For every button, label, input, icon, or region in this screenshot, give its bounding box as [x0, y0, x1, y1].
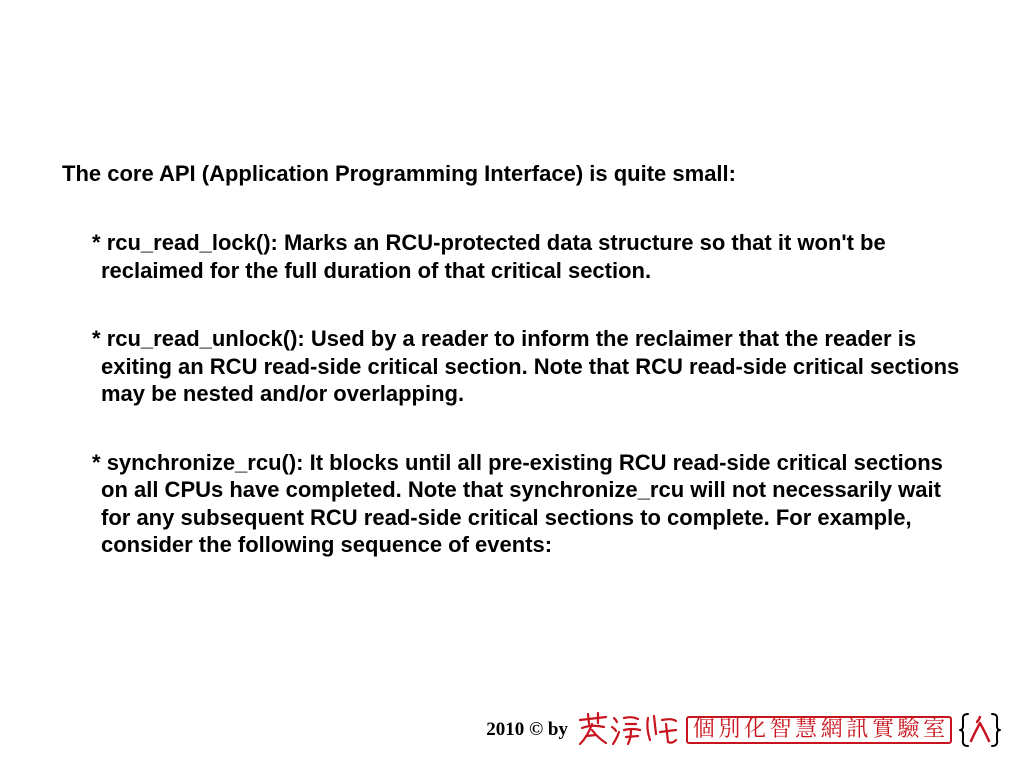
bullet-item [92, 325, 972, 408]
bullet-item [92, 449, 972, 559]
footer-credit [486, 708, 1002, 752]
intro-text: The core API (Application Programming Interface) is quite small: [62, 161, 736, 186]
seal-char: 實 [871, 717, 894, 742]
seal-char: 網 [820, 717, 843, 742]
lab-seal [686, 716, 952, 744]
bullet-list [92, 229, 972, 600]
handwritten-signature [576, 710, 680, 750]
bullet-marker: * [92, 449, 101, 475]
copyright-text: 2010 © by [486, 719, 568, 740]
seal-char: 驗 [897, 717, 920, 742]
bullet-text: synchronize_rcu(): It blocks until all pre-existing RCU read-side critical sections on all CPUs have completed. Note that synchronize_rcu will not necessarily wait for any subsequent RCU read-side critical sections to complete. For example, consider the following sequence of events: [101, 449, 943, 557]
seal-char: 訊 [846, 717, 869, 742]
seal-char: 化 [743, 717, 766, 742]
bullet-text: rcu_read_lock(): Marks an RCU-protected data structure so that it won't be reclaimed for the full duration of that critical section. [101, 230, 886, 283]
seal-char: 室 [923, 717, 946, 742]
seal-char: 慧 [795, 717, 818, 742]
brace-lambda-logo-icon [958, 710, 1002, 750]
bullet-item [92, 229, 972, 284]
bullet-marker: * [92, 230, 101, 255]
bullet-text: rcu_read_unlock(): Used by a reader to inform the reclaimer that the reader is exiting an RCU read-side critical section. Note that RCU read-side critical sections may be nested and/or overlapping. [101, 326, 960, 406]
seal-char: 別 [718, 717, 741, 742]
bullet-marker: * [92, 326, 101, 351]
seal-char: 智 [769, 717, 792, 742]
seal-char: 個 [692, 717, 715, 742]
